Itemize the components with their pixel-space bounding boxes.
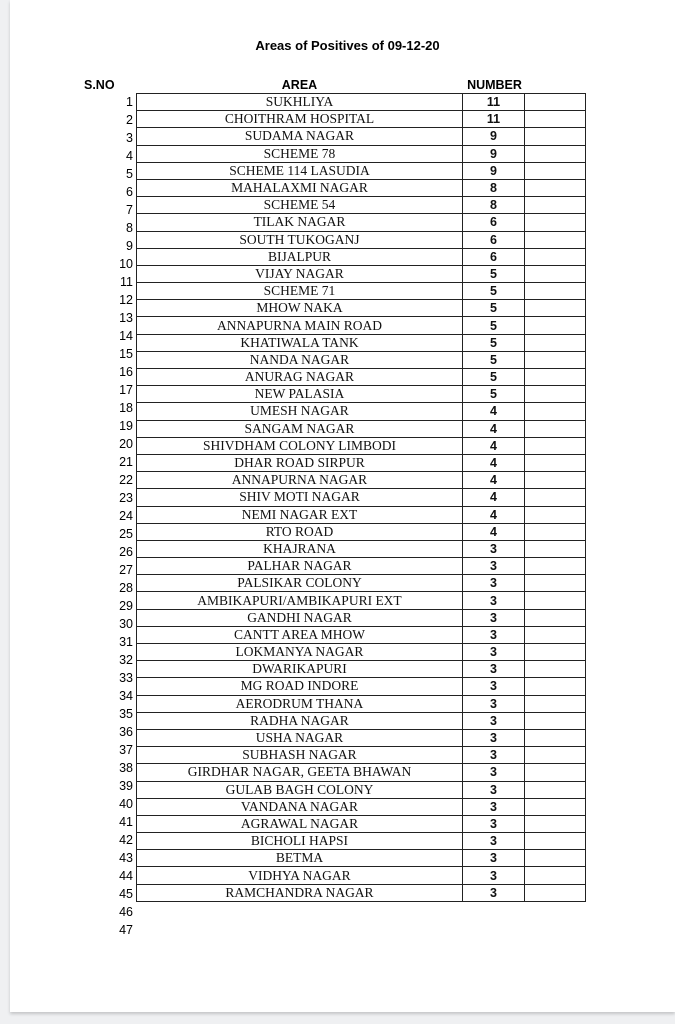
row-serial-number: 27 [119, 563, 133, 577]
empty-cell [525, 506, 586, 523]
number-cell: 5 [463, 317, 525, 334]
row-serial-number: 16 [119, 365, 133, 379]
number-cell: 4 [463, 506, 525, 523]
area-cell: NEMI NAGAR EXT [137, 506, 463, 523]
number-cell: 9 [463, 128, 525, 145]
row-serial-number: 10 [119, 257, 133, 271]
empty-cell [525, 197, 586, 214]
area-cell: SUBHASH NAGAR [137, 747, 463, 764]
empty-cell [525, 472, 586, 489]
empty-cell [525, 661, 586, 678]
number-cell: 6 [463, 248, 525, 265]
row-serial-number: 9 [126, 239, 133, 253]
table-row [137, 781, 586, 798]
number-cell: 3 [463, 644, 525, 661]
table-row [137, 489, 586, 506]
row-serial-number: 3 [126, 131, 133, 145]
area-cell: AGRAWAL NAGAR [137, 815, 463, 832]
number-cell: 5 [463, 369, 525, 386]
number-cell: 3 [463, 626, 525, 643]
area-cell: ANNAPURNA MAIN ROAD [137, 317, 463, 334]
area-cell: SUKHLIYA [137, 94, 463, 111]
area-cell: PALSIKAR COLONY [137, 575, 463, 592]
area-cell: BIJALPUR [137, 248, 463, 265]
area-cell: CANTT AREA MHOW [137, 626, 463, 643]
area-cell: MG ROAD INDORE [137, 678, 463, 695]
number-cell: 4 [463, 472, 525, 489]
area-cell: GIRDHAR NAGAR, GEETA BHAWAN [137, 764, 463, 781]
row-serial-number: 28 [119, 581, 133, 595]
header-number: NUMBER [467, 78, 522, 92]
number-cell: 5 [463, 265, 525, 282]
number-cell: 3 [463, 678, 525, 695]
number-cell: 5 [463, 386, 525, 403]
table-row [137, 265, 586, 282]
empty-cell [525, 454, 586, 471]
row-serial-number: 24 [119, 509, 133, 523]
table-row [137, 661, 586, 678]
area-cell: SOUTH TUKOGANJ [137, 231, 463, 248]
row-serial-number: 39 [119, 779, 133, 793]
area-cell: VIJAY NAGAR [137, 265, 463, 282]
table-row [137, 403, 586, 420]
area-cell: SCHEME 78 [137, 145, 463, 162]
table-row [137, 558, 586, 575]
table-row [137, 111, 586, 128]
number-cell: 8 [463, 179, 525, 196]
row-serial-number: 38 [119, 761, 133, 775]
table-row [137, 626, 586, 643]
row-serial-number: 41 [119, 815, 133, 829]
empty-cell [525, 764, 586, 781]
row-serial-number: 18 [119, 401, 133, 415]
table-row [137, 540, 586, 557]
row-serial-number: 30 [119, 617, 133, 631]
number-cell: 5 [463, 283, 525, 300]
row-serial-number: 25 [119, 527, 133, 541]
area-cell: KHATIWALA TANK [137, 334, 463, 351]
area-cell: TILAK NAGAR [137, 214, 463, 231]
table-row [137, 833, 586, 850]
number-cell: 6 [463, 214, 525, 231]
number-cell: 3 [463, 592, 525, 609]
area-cell: MHOW NAKA [137, 300, 463, 317]
row-serial-number: 12 [119, 293, 133, 307]
table-row [137, 386, 586, 403]
table-row [137, 884, 586, 901]
table-row [137, 300, 586, 317]
area-cell: GULAB BAGH COLONY [137, 781, 463, 798]
area-cell: RADHA NAGAR [137, 712, 463, 729]
area-cell: BICHOLI HAPSI [137, 833, 463, 850]
row-serial-number: 33 [119, 671, 133, 685]
area-cell: BETMA [137, 850, 463, 867]
empty-cell [525, 179, 586, 196]
empty-cell [525, 644, 586, 661]
table-row [137, 764, 586, 781]
row-serial-number: 34 [119, 689, 133, 703]
number-cell: 9 [463, 162, 525, 179]
table-row [137, 644, 586, 661]
empty-cell [525, 111, 586, 128]
area-cell: SHIV MOTI NAGAR [137, 489, 463, 506]
empty-cell [525, 369, 586, 386]
empty-cell [525, 334, 586, 351]
number-cell: 3 [463, 798, 525, 815]
empty-cell [525, 265, 586, 282]
row-serial-number: 22 [119, 473, 133, 487]
row-serial-number: 8 [126, 221, 133, 235]
table-row [137, 695, 586, 712]
area-cell: RAMCHANDRA NAGAR [137, 884, 463, 901]
empty-cell [525, 489, 586, 506]
area-cell: UMESH NAGAR [137, 403, 463, 420]
empty-cell [525, 283, 586, 300]
number-cell: 3 [463, 575, 525, 592]
row-serial-number: 44 [119, 869, 133, 883]
table-row [137, 609, 586, 626]
table-row [137, 454, 586, 471]
area-cell: SUDAMA NAGAR [137, 128, 463, 145]
number-cell: 3 [463, 609, 525, 626]
empty-cell [525, 145, 586, 162]
row-serial-number: 13 [119, 311, 133, 325]
area-cell: CHOITHRAM HOSPITAL [137, 111, 463, 128]
area-cell: USHA NAGAR [137, 729, 463, 746]
number-cell: 3 [463, 747, 525, 764]
area-cell: MAHALAXMI NAGAR [137, 179, 463, 196]
table-row [137, 94, 586, 111]
empty-cell [525, 558, 586, 575]
area-cell: SCHEME 71 [137, 283, 463, 300]
table-row [137, 592, 586, 609]
number-cell: 3 [463, 695, 525, 712]
empty-cell [525, 386, 586, 403]
row-serial-number: 32 [119, 653, 133, 667]
number-cell: 3 [463, 867, 525, 884]
areas-table [136, 93, 586, 902]
row-serial-number: 11 [120, 275, 133, 289]
table-row [137, 712, 586, 729]
empty-cell [525, 626, 586, 643]
area-cell: ANURAG NAGAR [137, 369, 463, 386]
row-serial-number: 2 [126, 113, 133, 127]
area-cell: NEW PALASIA [137, 386, 463, 403]
table-row [137, 231, 586, 248]
serial-number-column [70, 93, 134, 939]
number-cell: 3 [463, 833, 525, 850]
number-cell: 4 [463, 437, 525, 454]
number-cell: 3 [463, 729, 525, 746]
row-serial-number: 45 [119, 887, 133, 901]
row-serial-number: 1 [126, 95, 133, 109]
number-cell: 5 [463, 351, 525, 368]
empty-cell [525, 437, 586, 454]
table-row [137, 523, 586, 540]
number-cell: 3 [463, 815, 525, 832]
table-row [137, 128, 586, 145]
number-cell: 8 [463, 197, 525, 214]
number-cell: 4 [463, 420, 525, 437]
row-serial-number: 31 [119, 635, 133, 649]
row-serial-number: 4 [126, 149, 133, 163]
area-cell: AMBIKAPURI/AMBIKAPURI EXT [137, 592, 463, 609]
table-row [137, 850, 586, 867]
row-serial-number: 26 [119, 545, 133, 559]
table-row [137, 747, 586, 764]
number-cell: 4 [463, 403, 525, 420]
row-serial-number: 6 [126, 185, 133, 199]
number-cell: 3 [463, 850, 525, 867]
empty-cell [525, 300, 586, 317]
number-cell: 3 [463, 712, 525, 729]
area-cell: LOKMANYA NAGAR [137, 644, 463, 661]
empty-cell [525, 678, 586, 695]
empty-cell [525, 231, 586, 248]
number-cell: 4 [463, 454, 525, 471]
empty-cell [525, 162, 586, 179]
empty-cell [525, 798, 586, 815]
empty-cell [525, 420, 586, 437]
table-row [137, 729, 586, 746]
area-cell: SANGAM NAGAR [137, 420, 463, 437]
empty-cell [525, 214, 586, 231]
empty-cell [525, 540, 586, 557]
empty-cell [525, 867, 586, 884]
empty-cell [525, 833, 586, 850]
area-cell: AERODRUM THANA [137, 695, 463, 712]
row-serial-number: 15 [119, 347, 133, 361]
table-row [137, 678, 586, 695]
area-cell: RTO ROAD [137, 523, 463, 540]
number-cell: 3 [463, 884, 525, 901]
number-cell: 4 [463, 489, 525, 506]
empty-cell [525, 747, 586, 764]
table-row [137, 317, 586, 334]
empty-cell [525, 884, 586, 901]
table-row [137, 179, 586, 196]
table-row [137, 334, 586, 351]
table-row [137, 867, 586, 884]
number-cell: 3 [463, 540, 525, 557]
table-row [137, 197, 586, 214]
area-cell: ANNAPURNA NAGAR [137, 472, 463, 489]
table-row [137, 437, 586, 454]
row-serial-number: 37 [119, 743, 133, 757]
row-serial-number: 47 [119, 923, 133, 937]
empty-cell [525, 128, 586, 145]
table-row [137, 162, 586, 179]
row-serial-number: 14 [119, 329, 133, 343]
row-serial-number: 20 [119, 437, 133, 451]
empty-cell [525, 781, 586, 798]
table-row [137, 472, 586, 489]
table-row [137, 815, 586, 832]
table-row [137, 369, 586, 386]
number-cell: 5 [463, 334, 525, 351]
row-serial-number: 19 [119, 419, 133, 433]
number-cell: 6 [463, 231, 525, 248]
empty-cell [525, 351, 586, 368]
row-serial-number: 17 [119, 383, 133, 397]
area-cell: NANDA NAGAR [137, 351, 463, 368]
row-serial-number: 5 [126, 167, 133, 181]
table-row [137, 420, 586, 437]
area-cell: DHAR ROAD SIRPUR [137, 454, 463, 471]
table-row [137, 506, 586, 523]
table-row [137, 798, 586, 815]
area-cell: SHIVDHAM COLONY LIMBODI [137, 437, 463, 454]
table-row [137, 283, 586, 300]
row-serial-number: 36 [119, 725, 133, 739]
table-row [137, 575, 586, 592]
empty-cell [525, 729, 586, 746]
area-cell: KHAJRANA [137, 540, 463, 557]
document-title: Areas of Positives of 09-12-20 [255, 38, 440, 53]
header-area: AREA [281, 78, 318, 92]
area-cell: PALHAR NAGAR [137, 558, 463, 575]
empty-cell [525, 403, 586, 420]
empty-cell [525, 712, 586, 729]
area-cell: SCHEME 114 LASUDIA [137, 162, 463, 179]
empty-cell [525, 94, 586, 111]
number-cell: 5 [463, 300, 525, 317]
empty-cell [525, 248, 586, 265]
table-row [137, 214, 586, 231]
empty-cell [525, 695, 586, 712]
row-serial-number: 40 [119, 797, 133, 811]
row-serial-number: 35 [119, 707, 133, 721]
table-row [137, 248, 586, 265]
number-cell: 9 [463, 145, 525, 162]
row-serial-number: 21 [119, 455, 133, 469]
empty-cell [525, 815, 586, 832]
empty-cell [525, 592, 586, 609]
area-cell: GANDHI NAGAR [137, 609, 463, 626]
row-serial-number: 29 [119, 599, 133, 613]
number-cell: 3 [463, 781, 525, 798]
number-cell: 11 [463, 111, 525, 128]
area-cell: VANDANA NAGAR [137, 798, 463, 815]
number-cell: 3 [463, 764, 525, 781]
header-sno: S.NO [84, 78, 115, 92]
row-serial-number: 46 [119, 905, 133, 919]
empty-cell [525, 575, 586, 592]
table-row [137, 351, 586, 368]
row-serial-number: 23 [119, 491, 133, 505]
empty-cell [525, 609, 586, 626]
area-cell: VIDHYA NAGAR [137, 867, 463, 884]
empty-cell [525, 317, 586, 334]
row-serial-number: 43 [119, 851, 133, 865]
number-cell: 3 [463, 558, 525, 575]
number-cell: 4 [463, 523, 525, 540]
number-cell: 3 [463, 661, 525, 678]
number-cell: 11 [463, 94, 525, 111]
table-row [137, 145, 586, 162]
document-page [10, 0, 675, 1012]
area-cell: SCHEME 54 [137, 197, 463, 214]
area-cell: DWARIKAPURI [137, 661, 463, 678]
row-serial-number: 42 [119, 833, 133, 847]
empty-cell [525, 850, 586, 867]
empty-cell [525, 523, 586, 540]
row-serial-number: 7 [126, 203, 133, 217]
